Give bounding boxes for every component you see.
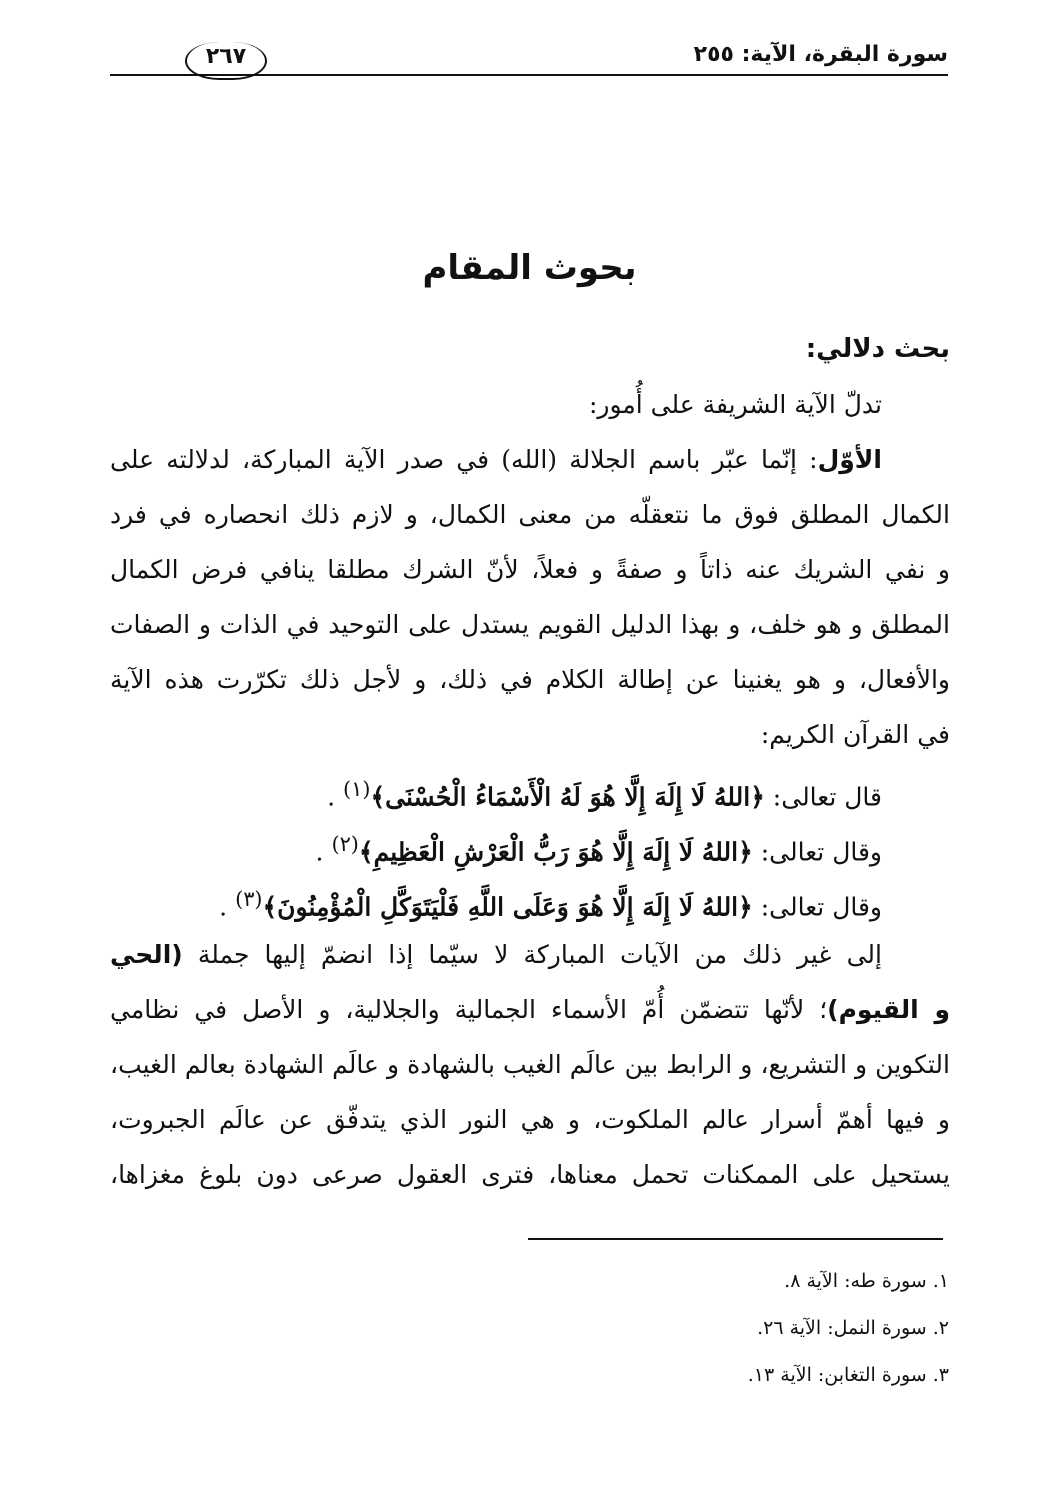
paragraph-line: المطلق و هو خلف، و بهذا الدليل القويم يستدل على التوحيد في الذات و الصفات xyxy=(110,610,950,639)
paragraph-text: ؛ لأنّها تتضمّن أُمّ الأسماء الجمالية والجلالية، و الأصل في نظامي xyxy=(110,995,828,1024)
paragraph-line: الكمال المطلق فوق ما نتعقلّه من معنى الكمال، و لازم ذلك انحصاره في فرد xyxy=(110,500,950,529)
quran-verse: ﴿اللهُ لَا إِلَهَ إِلَّا هُوَ رَبُّ الْعَرْشِ الْعَظِيمِ﴾ xyxy=(358,837,753,867)
verse-prefix: قال تعالى: xyxy=(764,782,882,812)
footnote: ١. سورة طه: الآية ٨. xyxy=(784,1270,949,1292)
paragraph-line: و فيها أهمّ أسرار عالم الملكوت، و هي النور الذي يتدفّق عن عالَم الجبروت، xyxy=(110,1105,950,1134)
paragraph-line xyxy=(110,927,950,982)
verse-line: وقال تعالى: ﴿اللهُ لَا إِلَهَ إِلَّا هُوَ وَعَلَى اللَّهِ فَلْيَتَوَكَّلِ الْمُؤْمِنُونَ﴾$^{(٣)}$ . xyxy=(219,887,882,922)
page-number: ٢٦٧ xyxy=(185,42,267,80)
paragraph-text: إلى غير ذلك من الآيات المباركة لا سيّما إذا انضمّ إليها جملة xyxy=(197,940,882,969)
verse-line: وقال تعالى: ﴿اللهُ لَا إِلَهَ إِلَّا هُوَ رَبُّ الْعَرْشِ الْعَظِيمِ﴾$^{(٢)}$ . xyxy=(315,832,882,867)
paragraph-line: في القرآن الكريم: xyxy=(760,720,950,749)
bold-phrase: و القيوم) xyxy=(827,995,950,1024)
verse-prefix: وقال تعالى: xyxy=(752,892,882,922)
section-title: بحوث المقام xyxy=(422,248,637,288)
verse-prefix: وقال تعالى: xyxy=(752,837,882,867)
body-text xyxy=(110,322,950,1202)
paragraph-line: والأفعال، و هو يغنينا عن إطالة الكلام في ذلك، و لأجل ذلك تكرّرت هذه الآية xyxy=(110,665,950,694)
paragraph-line: يستحيل على الممكنات تحمل معناها، فترى العقول صرعى دون بلوغ مغزاها، xyxy=(110,1160,950,1189)
paragraph-line: التكوين و التشريع، و الرابط بين عالَم الغيب بالشهادة و عالَم الشهادة بعالم الغيب، xyxy=(110,1050,950,1079)
paragraph-line xyxy=(110,982,950,1037)
intro-line: تدلّ الآية الشريفة على أُمور: xyxy=(588,390,882,419)
paragraph-line: و نفي الشريك عنه ذاتاً و صفةً و فعلاً، لأنّ الشرك مطلقا ينافي فرض الكمال xyxy=(110,555,950,584)
paragraph-text: : إنّما عبّر باسم الجلالة (الله) في صدر الآية المباركة، لدلالته على xyxy=(110,445,818,474)
footnote-ref: (٢) xyxy=(331,832,359,856)
footnote: ٢. سورة النمل: الآية ٢٦. xyxy=(757,1317,949,1339)
quran-verse: ﴿اللهُ لَا إِلَهَ إِلَّا هُوَ لَهُ الْأَسْمَاءُ الْحُسْنَى﴾ xyxy=(370,782,765,812)
subheading: بحث دلالي: xyxy=(805,334,950,364)
running-header xyxy=(110,40,948,90)
footnote-ref: (٣) xyxy=(235,887,263,911)
first-label: الأوّل xyxy=(817,445,882,474)
verse-line: قال تعالى: ﴿اللهُ لَا إِلَهَ إِلَّا هُوَ لَهُ الْأَسْمَاءُ الْحُسْنَى﴾$^{(١)}$ . xyxy=(327,777,882,812)
footnote-separator xyxy=(528,1238,943,1240)
footnotes xyxy=(349,1262,949,1403)
bold-phrase: (الحي xyxy=(110,940,183,969)
footnote-ref: (١) xyxy=(343,777,371,801)
paragraph-line xyxy=(110,432,950,487)
quran-verse: ﴿اللهُ لَا إِلَهَ إِلَّا هُوَ وَعَلَى اللَّهِ فَلْيَتَوَكَّلِ الْمُؤْمِنُونَ﴾ xyxy=(262,892,753,922)
header-title: سورة البقرة، الآية: ٢٥٥ xyxy=(693,42,948,67)
header-rule xyxy=(110,74,948,76)
footnote: ٣. سورة التغابن: الآية ١٣. xyxy=(747,1364,949,1386)
